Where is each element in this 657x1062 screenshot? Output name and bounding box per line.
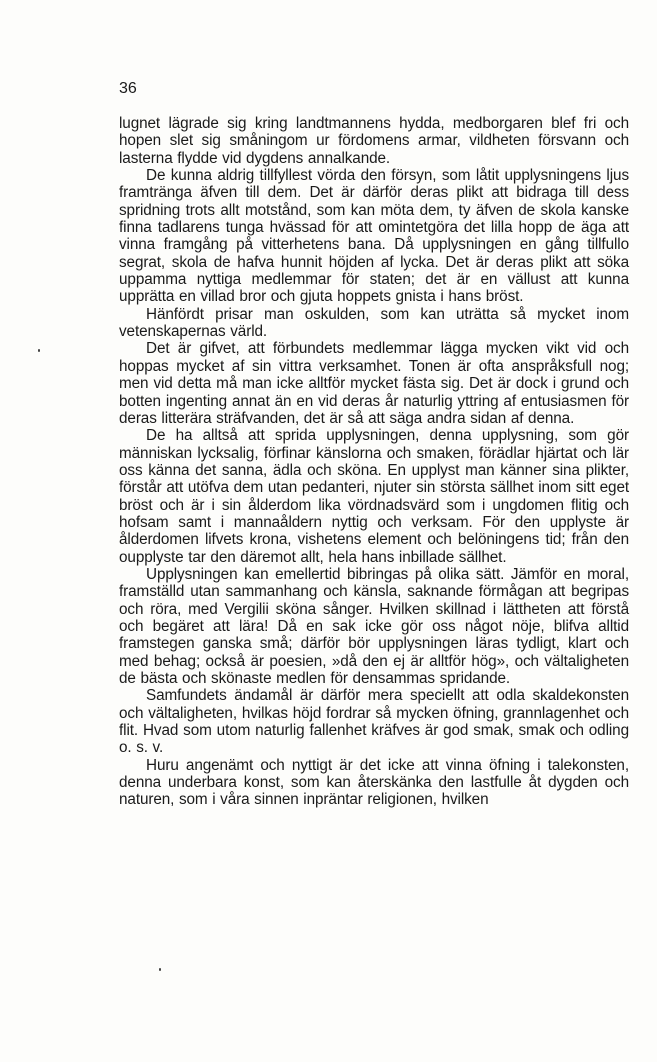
paragraph-4: Det är gifvet, att förbundets medlemmar lägga mycken vikt vid och hoppas mycket af sin vittra verksamhet. Tonen är ofta anspråksfull nog; men vid detta må man icke alltför mycket fästa sig. Det är dock i grund och botten ingenting annat än en vid deras år naturlig yttring af entusiasmen för deras litterära sträfvanden, det är så att säga andra sidan af denna. [119, 340, 629, 427]
print-speck [159, 968, 161, 971]
paragraph-1: lugnet lägrade sig kring landtmannens hydda, medborgaren blef fri och hopen slet sig småningom ur fördomens armar, vildheten försvann och lasterna flydde vid dygdens annalkande. [119, 115, 629, 167]
paragraph-3: Hänfördt prisar man oskulden, som kan uträtta så mycket inom vetenskapernas värld. [119, 305, 629, 341]
paragraph-8: Huru angenämt och nyttigt är det icke att vinna öfning i talekonsten, denna underbara konst, som kan återskänka den lastfulle åt dygden och naturen, som i våra sinnen inpräntar religionen, hvilken [119, 756, 629, 809]
body-text [119, 115, 629, 809]
paragraph-2: De kunna aldrig tillfyllest vörda den försyn, som låtit upplysningens ljus framtränga äfven till dem. Det är därför deras plikt att bidraga till dess spridning trots allt motstånd, som kan möta dem, ty äfven de skola kanske finna tadlarens tunga hvässad för att omintetgöra det lilla hopp de äga att vinna framgång på vitterhetens bana. Då upplysningen en gång tillfullo segrat, skola de hafva hunnit höjden af lycka. Det är deras plikt att söka uppamma nyttiga medlemmar för staten; det är en vällust att kunna upprätta en villad bror och gjuta hoppets gnista i hans bröst. [119, 167, 629, 306]
paragraph-7: Samfundets ändamål är därför mera speciellt att odla skaldekonsten och vältaligheten, hvilkas höjd fordrar så mycken öfning, grannlagenhet och flit. Hvad som utom naturlig fallenhet kräfves är god smak, smak och odling o. s. v. [119, 687, 629, 757]
paragraph-5: De ha alltså att sprida upplysningen, denna upplysning, som gör människan lycksalig, förfinar känslorna och smaken, förädlar hjärtat och lär oss känna det sanna, ädla och sköna. En upplyst man känner sina plikter, förstår att utöfva dem utan pedanteri, njuter sin största sällhet inom sitt eget bröst och är i sin ålderdom lika vördnadsvärd som i ungdomen flitig och hofsam samt i mannaåldern nyttig och verksam. För den upplyste är ålderdomen lifvets krona, vishetens element och belöningens tid; från den oupplyste tar den däremot allt, hela hans inbillade sällhet. [119, 427, 629, 566]
page-number: 36 [119, 80, 137, 97]
print-speck [38, 349, 40, 352]
paragraph-6: Upplysningen kan emellertid bibringas på olika sätt. Jämför en moral, framställd utan sammanhang och känsla, saknande förmågan att begripas och röra, med Vergilii sköna sånger. Hvilken skillnad i lättheten att förstå och begäret att lära! Då en sak icke gör oss något nöje, blifva alltid framstegen ganska små; därför bör upplysningen läras tydligt, klart och med behag; också är poesien, »då den ej är alltför hög», och vältaligheten de bästa och skönaste medlen för densammas spridande. [119, 565, 629, 687]
